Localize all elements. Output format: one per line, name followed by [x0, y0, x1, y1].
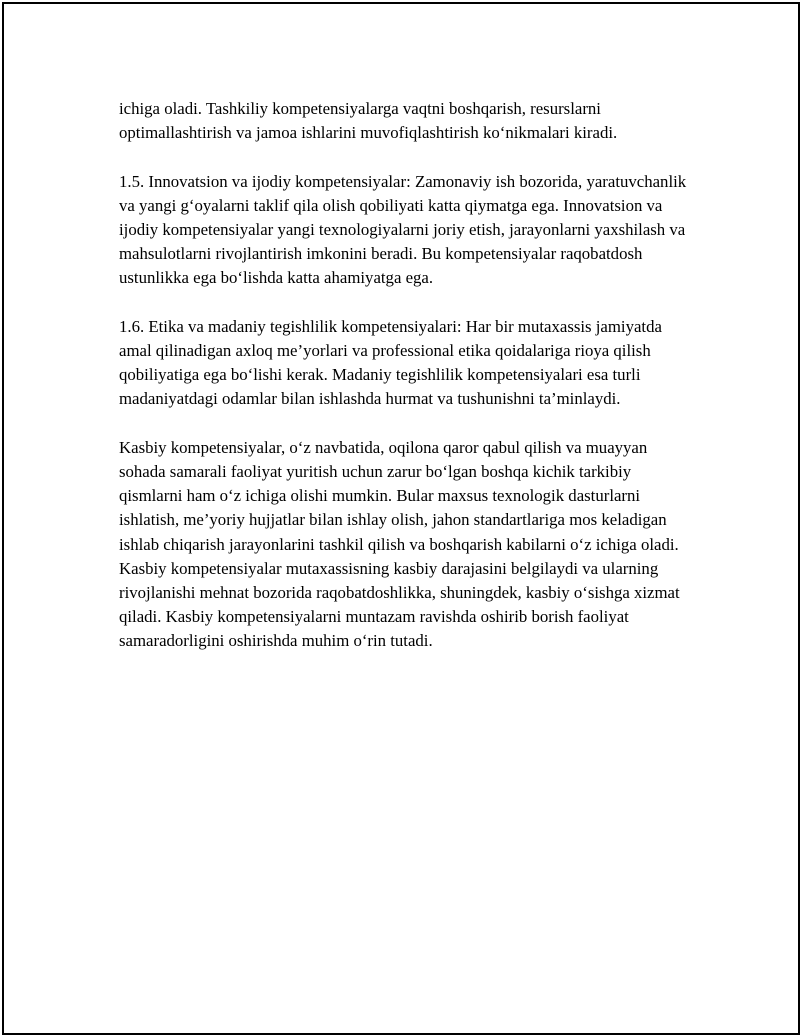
- page-frame: [2, 2, 800, 1035]
- paragraph-professional-competencies: Kasbiy kompetensiyalar, o‘z navbatida, oqilona qaror qabul qilish va muayyan sohada samarali faoliyat yuritish uchun zarur bo‘lgan boshqa kichik tarkibiy qismlarni ham o‘z ichiga olishi mumkin. Bular maxsus texnologik dasturlarni ishlatish, me’yoriy hujjatlar bilan ishlay olish, jahon standartlariga mos keladigan ishlab chiqarish jarayonlarini tashkil qilish va boshqarish kabilarni o‘z ichiga oladi. Kasbiy kompetensiyalar mutaxassisning kasbiy darajasini belgilaydi va ularning rivojlanishi mehnat bozorida raqobatdoshlikka, shuningdek, kasbiy o‘sishga xizmat qiladi. Kasbiy kompetensiyalarni muntazam ravishda oshirib borish faoliyat samaradorligini oshirishda muhim o‘rin tutadi.: [119, 437, 680, 651]
- document-body: [119, 97, 694, 654]
- paragraph-ethics-competencies: 1.6. Etika va madaniy tegishlilik kompetensiyalari: Har bir mutaxassis jamiyatda amal qilinadigan axloq me’yorlari va professional etika qoidalariga rioya qilish qobiliyatiga ega bo‘lishi kerak. Madaniy tegishlilik kompetensiyalari esa turli madaniyatdagi odamlar bilan ishlashda hurmat va tushunishni ta’minlaydi.: [119, 316, 662, 409]
- paragraph-continuation: ichiga oladi. Tashkiliy kompetensiyalarga vaqtni boshqarish, resurslarni optimallashtirish va jamoa ishlarini muvofiqlashtirish ko‘nikmalari kiradi.: [119, 99, 618, 143]
- paragraph-innovative-competencies: 1.5. Innovatsion va ijodiy kompetensiyalar: Zamonaviy ish bozorida, yaratuvchanlik va yangi g‘oyalarni taklif qila olish qobiliyati katta qiymatga ega. Innovatsion va ijodiy kompetensiyalar yangi texnologiyalarni joriy etish, jarayonlarni yaxshilash va mahsulotlarni rivojlantirish imkonini beradi. Bu kompetensiyalar raqobatdosh ustunlikka ega bo‘lishda katta ahamiyatga ega.: [119, 171, 687, 288]
